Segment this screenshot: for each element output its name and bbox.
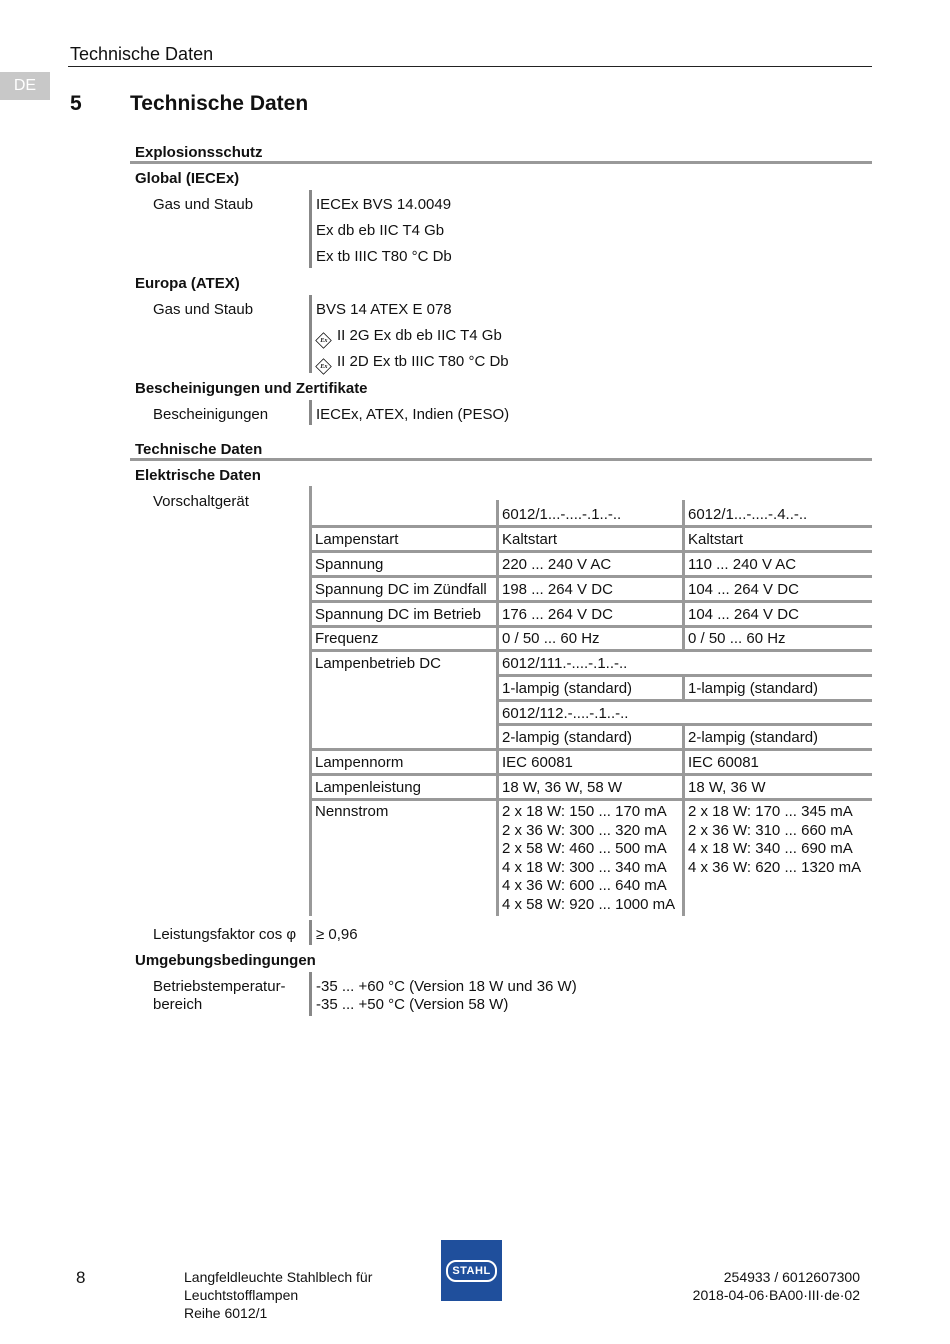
current-values-1: 2 x 18 W: 150 ... 170 mA 2 x 36 W: 300 ... 320 mA 2 x 58 W: 460 ... 500 mA 4 x 18 W: 300 ... 340 mA 4 x 36 W: 600 ... 640 mA 4 x 58 W: 920 ... 1000 mA xyxy=(502,803,676,913)
ambient-heading: Umgebungsbedingungen xyxy=(135,952,316,969)
column-divider xyxy=(496,652,499,751)
row-value-1: 0 / 50 ... 60 Hz xyxy=(502,630,600,647)
col2-header: 6012/1...-....-.4..-.. xyxy=(688,506,808,523)
row-rule xyxy=(312,550,872,553)
row-value-1: Kaltstart xyxy=(502,531,558,548)
row-label: Spannung xyxy=(315,556,384,573)
certs-label: Bescheinigungen und Zertifikate xyxy=(135,380,368,397)
temp-range-2: -35 ... +50 °C (Version 58 W) xyxy=(316,996,509,1013)
atex-marking-dust: Ex II 2D Ex tb IIIC T80 °C Db xyxy=(316,353,509,374)
value-bar xyxy=(309,972,312,1016)
col1-header: 6012/1...-....-.1..-.. xyxy=(502,506,622,523)
row-value-2: 0 / 50 ... 60 Hz xyxy=(688,630,786,647)
lamp-dc-type-2-c2: 2-lampig (standard) xyxy=(688,729,819,746)
row-rule xyxy=(499,723,872,726)
ex-icon: Ex xyxy=(315,332,332,349)
row-label: Spannung DC im Zündfall xyxy=(315,581,487,598)
row-value-2: 18 W, 36 W xyxy=(688,779,766,796)
power-factor-value: ≥ 0,96 xyxy=(316,926,358,943)
column-divider xyxy=(682,726,685,751)
lamp-dc-type-1-c2: 1-lampig (standard) xyxy=(688,680,819,697)
europe-label: Europa (ATEX) xyxy=(135,275,240,292)
row-rule xyxy=(312,575,872,578)
row-label: Lampenstart xyxy=(315,531,399,548)
stahl-logo xyxy=(441,1240,502,1301)
row-rule xyxy=(312,798,872,801)
row-rule xyxy=(499,674,872,677)
electrical-heading: Elektrische Daten xyxy=(135,467,261,484)
language-tab: DE xyxy=(0,72,50,100)
technical-heading: Technische Daten xyxy=(135,441,263,458)
running-header: Technische Daten xyxy=(70,44,214,64)
ambient-label-line-1: Betriebstemperatur- xyxy=(153,978,286,995)
atex-cert: BVS 14 ATEX E 078 xyxy=(316,301,452,318)
row-rule xyxy=(312,525,872,528)
row-value-2: 110 ... 240 V AC xyxy=(688,556,797,573)
page-number: 8 xyxy=(76,1268,86,1287)
row-label: Spannung DC im Betrieb xyxy=(315,606,481,623)
explosion-heading: Explosionsschutz xyxy=(135,144,263,161)
logo-text: STAHL xyxy=(446,1260,496,1282)
certs-value: IECEx, ATEX, Indien (PESO) xyxy=(316,406,510,423)
iecex-marking-dust: Ex tb IIIC T80 °C Db xyxy=(316,248,452,265)
row-value-1: 198 ... 264 V DC xyxy=(502,581,613,598)
column-divider xyxy=(496,528,499,652)
row-label: Nennstrom xyxy=(315,803,389,820)
product-name: Langfeldleuchte Stahlblech für Leuchtstofflampen Reihe 6012/1 xyxy=(184,1269,373,1321)
row-rule xyxy=(312,748,872,751)
ex-icon: Ex xyxy=(315,358,332,375)
row-value-1: 220 ... 240 V AC xyxy=(502,556,612,573)
power-factor-label: Leistungsfaktor cos φ xyxy=(153,926,297,943)
ballast-label: Vorschaltgerät xyxy=(153,493,249,510)
lamp-dc-type-1-c1: 1-lampig (standard) xyxy=(502,680,633,697)
column-divider xyxy=(682,528,685,652)
global-label: Global (IECEx) xyxy=(135,170,240,187)
global-sub-label: Gas und Staub xyxy=(153,196,254,213)
current-values-2: 2 x 18 W: 170 ... 345 mA 2 x 36 W: 310 ... 660 mA 4 x 18 W: 340 ... 690 mA 4 x 36 W: 620 ... 1320 mA xyxy=(688,803,862,876)
column-divider xyxy=(682,677,685,702)
atex-marking-gas: Ex II 2G Ex db eb IIC T4 Gb xyxy=(316,327,502,348)
row-rule xyxy=(312,625,872,628)
value-bar xyxy=(309,920,312,945)
iecex-cert: IECEx BVS 14.0049 xyxy=(316,196,452,213)
document-id: 254933 / 6012607300 2018-04-06·BA00·III·de·02 xyxy=(692,1269,860,1303)
row-value-2: 104 ... 264 V DC xyxy=(688,581,799,598)
column-divider xyxy=(496,751,499,916)
section-title: Technische Daten xyxy=(130,92,309,115)
row-rule xyxy=(312,649,872,652)
row-label: Frequenz xyxy=(315,630,379,647)
row-label: Lampennorm xyxy=(315,754,404,771)
row-value-2: 104 ... 264 V DC xyxy=(688,606,799,623)
europe-sub-label: Gas und Staub xyxy=(153,301,254,318)
row-rule xyxy=(499,699,872,702)
section-number: 5 xyxy=(70,92,82,115)
lamp-dc-type-2: 6012/112.-....-.1..-.. xyxy=(502,705,629,722)
iecex-marking-gas: Ex db eb IIC T4 Gb xyxy=(316,222,445,239)
row-rule xyxy=(312,773,872,776)
lamp-dc-type-2-c1: 2-lampig (standard) xyxy=(502,729,633,746)
row-value-2: IEC 60081 xyxy=(688,754,759,771)
row-value-1: 18 W, 36 W, 58 W xyxy=(502,779,623,796)
row-label: Lampenbetrieb DC xyxy=(315,655,441,672)
row-value-1: IEC 60081 xyxy=(502,754,573,771)
ambient-label-line-2: bereich xyxy=(153,996,203,1013)
column-divider xyxy=(682,751,685,916)
row-label: Lampenleistung xyxy=(315,779,421,796)
row-value-2: Kaltstart xyxy=(688,531,744,548)
row-value-1: 176 ... 264 V DC xyxy=(502,606,613,623)
row-rule xyxy=(312,600,872,603)
certs-sub-label: Bescheinigungen xyxy=(153,406,269,423)
lamp-dc-type-1: 6012/111.-....-.1..-.. xyxy=(502,655,628,672)
temp-range-1: -35 ... +60 °C (Version 18 W und 36 W) xyxy=(316,978,577,995)
